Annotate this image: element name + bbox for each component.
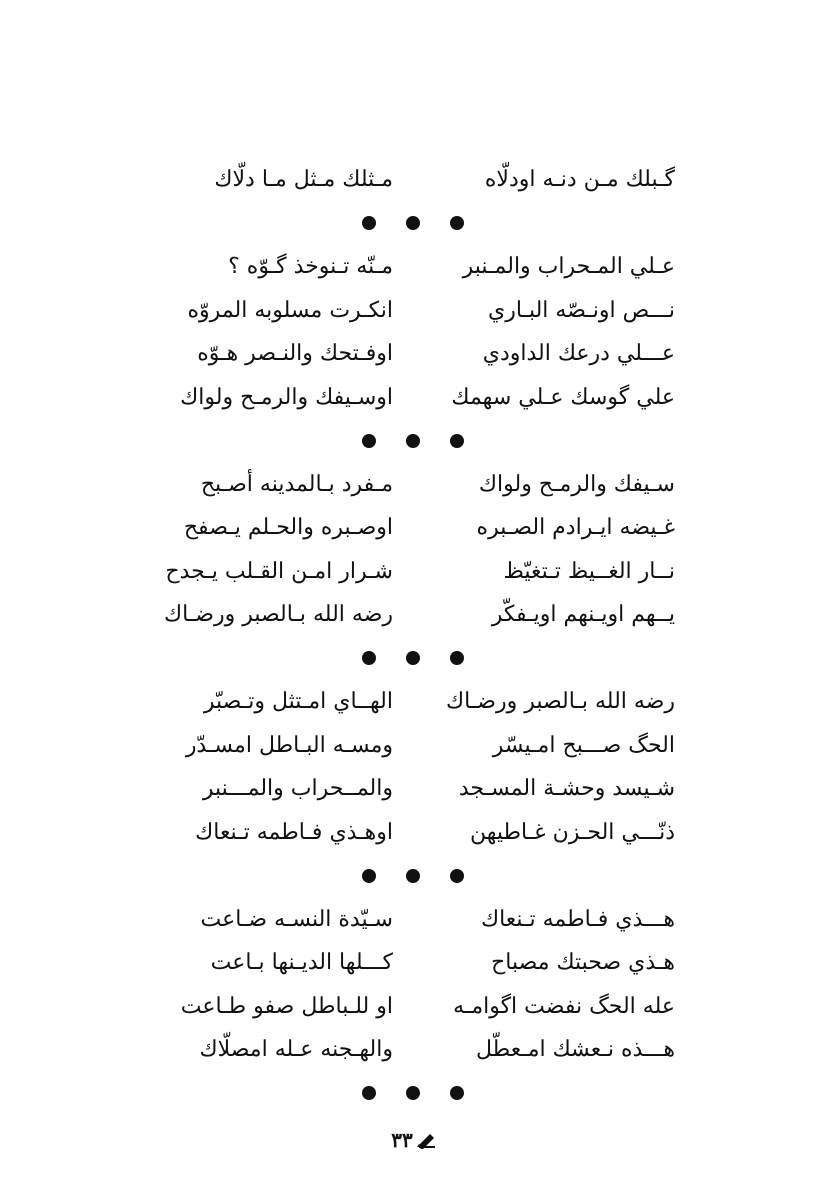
second-hemistich: اوصـبره والحـلم يـصفح	[183, 515, 393, 540]
verse-line	[150, 1028, 675, 1072]
first-hemistich: علي گوسك عـلي سهمك	[451, 384, 675, 410]
verse-line	[150, 463, 675, 507]
second-hemistich: مـثلك مـثل مـا دلّاك	[214, 167, 393, 192]
stanza-separator	[150, 1072, 675, 1116]
verse-line	[150, 724, 675, 768]
separator-dot	[362, 869, 376, 883]
first-hemistich: نــار الغــيظ تـتغيّظ	[503, 558, 675, 584]
first-hemistich: هـــذي فـاطمه تـنعاك	[480, 906, 675, 932]
separator-dot	[406, 869, 420, 883]
verse-line	[150, 245, 675, 289]
second-hemistich: شـرار امـن القـلب يـجدح	[165, 558, 393, 584]
second-hemistich: مـفرد بـالمدينه أصـبح	[200, 471, 393, 497]
second-hemistich: او للـباطل صفو طـاعت	[180, 993, 393, 1019]
page-footer	[0, 1128, 829, 1152]
verse-line	[150, 898, 675, 942]
first-hemistich: يــهم اويـنهم اويـفكّر	[491, 602, 675, 627]
verse-line	[150, 811, 675, 855]
verse-line	[150, 158, 675, 202]
first-hemistich: ذنّـــي الحـزن غـاطيهن	[469, 819, 675, 845]
separator-dot	[362, 651, 376, 665]
second-hemistich: اوهـذي فـاطمه تـنعاك	[195, 819, 393, 845]
first-hemistich: سـيفك والرمـح ولواك	[478, 471, 675, 497]
first-hemistich: نـــص اونـصّه البـاري	[487, 297, 675, 323]
first-hemistich: الحگ صـــبح امـيسّر	[492, 732, 675, 758]
second-hemistich: كـــلها الديـنها بـاعت	[210, 950, 393, 975]
second-hemistich: الهــاي امـتثل وتـصبّر	[203, 689, 393, 714]
separator-dot	[450, 434, 464, 448]
pen-writing-icon	[416, 1131, 438, 1149]
verse-line	[150, 941, 675, 985]
second-hemistich: والهـجنه عـله امصلّاك	[199, 1037, 393, 1062]
separator-dot	[362, 216, 376, 230]
verse-line	[150, 985, 675, 1029]
separator-dot	[362, 1086, 376, 1100]
separator-dot	[450, 216, 464, 230]
separator-dot	[362, 434, 376, 448]
verse-line	[150, 506, 675, 550]
verse-line	[150, 289, 675, 333]
second-hemistich: مـنّه تـنوخذ گـوّه ؟	[228, 254, 393, 279]
first-hemistich: رضه الله بـالصبر ورضـاك	[445, 689, 675, 714]
first-hemistich: شـيسد وحشـة المسـجد	[458, 776, 675, 801]
page-number: ٣٣	[391, 1128, 413, 1152]
first-hemistich: گـبلك مـن دنـه اودلّاه	[484, 167, 675, 192]
second-hemistich: رضه الله بـالصبر ورضـاك	[163, 602, 393, 627]
first-hemistich: هـذي صحبتك مصباح	[491, 950, 675, 975]
separator-dot	[406, 651, 420, 665]
first-hemistich: عله الحگ نفضت اگوامـه	[453, 993, 675, 1019]
second-hemistich: ومسـه البـاطل امسـدّر	[185, 732, 393, 758]
separator-dot	[450, 1086, 464, 1100]
poem-body	[150, 158, 675, 1115]
verse-line	[150, 376, 675, 420]
verse-line	[150, 767, 675, 811]
stanza-separator	[150, 637, 675, 681]
first-hemistich: عـــلي درعك الداودي	[482, 341, 675, 366]
second-hemistich: اوسـيفك والرمـح ولواك	[180, 384, 393, 410]
separator-dot	[450, 651, 464, 665]
first-hemistich: عـلي المـحراب والمـنبر	[462, 254, 675, 279]
verse-line	[150, 680, 675, 724]
separator-dot	[406, 434, 420, 448]
second-hemistich: والمــحراب والمـــنبر	[202, 776, 393, 801]
verse-line	[150, 593, 675, 637]
second-hemistich: انكـرت مسلوبه المروّه	[187, 297, 393, 323]
second-hemistich: اوفـتحك والنـصر هـوّه	[197, 341, 393, 366]
stanza-separator	[150, 854, 675, 898]
verse-line	[150, 332, 675, 376]
stanza-separator	[150, 419, 675, 463]
second-hemistich: سـيّدة النسـه ضـاعت	[200, 906, 393, 932]
separator-dot	[450, 869, 464, 883]
first-hemistich: هـــذه نـعشك امـعطّل	[475, 1037, 675, 1062]
separator-dot	[406, 216, 420, 230]
verse-line	[150, 550, 675, 594]
separator-dot	[406, 1086, 420, 1100]
stanza-separator	[150, 202, 675, 246]
first-hemistich: غـيضه ايـرادم الصـبره	[476, 515, 675, 540]
